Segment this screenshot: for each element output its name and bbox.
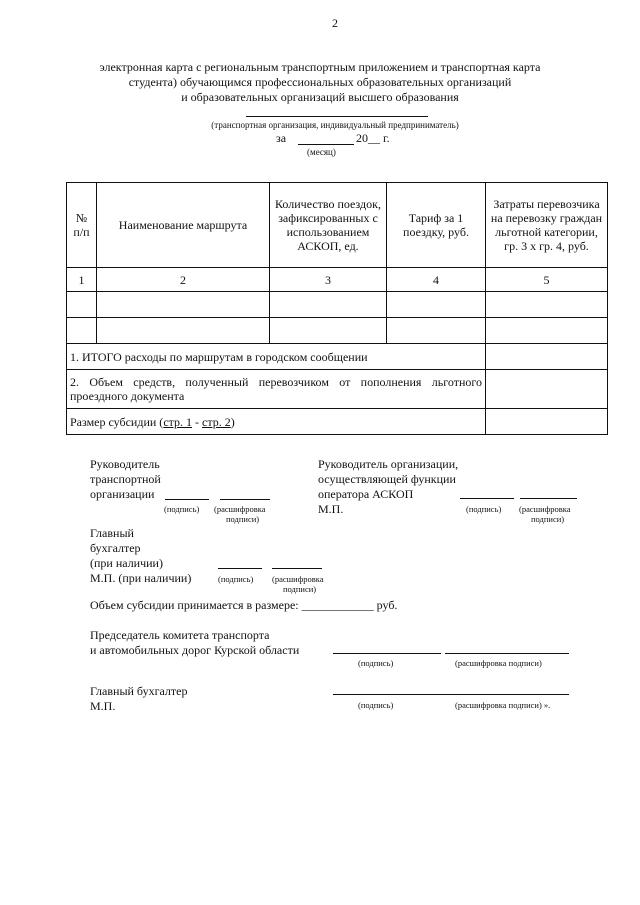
right-sign-line3: оператора АСКОП	[318, 487, 414, 501]
acc-line1: Главный	[90, 526, 134, 540]
subsidy-link-line2[interactable]: стр. 2	[202, 414, 231, 429]
subsidy-prefix: Размер субсидии (	[70, 414, 164, 429]
left-decode-blank	[220, 499, 270, 500]
chair-line1: Председатель комитета транспорта	[90, 628, 270, 642]
acc-cap-sign: (подпись)	[218, 574, 254, 584]
period-year: 20__ г.	[356, 131, 390, 145]
table-row-funds	[67, 370, 608, 409]
chief-cap-decode: (расшифровка подписи) ».	[455, 700, 551, 710]
month-blank-line	[298, 144, 354, 145]
acc-line4: М.П. (при наличии)	[90, 571, 192, 585]
table-row-subsidy	[67, 409, 608, 435]
right-sign-blank	[460, 498, 514, 499]
subsidy-table	[66, 182, 608, 435]
col-header-route: Наименование маршрута	[97, 183, 270, 268]
table-header-row	[67, 183, 608, 268]
left-sign-line1: Руководитель	[90, 457, 160, 471]
accept-text: Объем субсидии принимается в размере: ____________ руб.	[90, 598, 398, 612]
subsidy-suffix: )	[230, 414, 235, 429]
header-line-2: студента) обучающимся профессиональных образовательных организаций	[128, 75, 512, 89]
org-blank-line	[246, 116, 428, 117]
page-number: 2	[332, 16, 338, 30]
chair-line2: и автомобильных дорог Курской области	[90, 643, 300, 657]
chief-acc: Главный бухгалтер	[90, 684, 188, 698]
subsidy-sep: -	[192, 414, 203, 429]
chair-cap-decode: (расшифровка подписи)	[455, 658, 542, 668]
subsidy-link-line1[interactable]: стр. 1	[163, 414, 193, 429]
left-sign-line3: организации	[90, 487, 155, 501]
chair-decode-blank	[445, 653, 569, 654]
org-caption: (транспортная организация, индивидуальный предприниматель)	[211, 120, 459, 130]
left-sign-blank	[165, 499, 209, 500]
right-cap-decode1: (расшифровка	[519, 504, 571, 514]
right-sign-line1: Руководитель организации,	[318, 457, 459, 471]
left-cap-sign: (подпись)	[164, 504, 200, 514]
table-row-total	[67, 344, 608, 370]
col-number: 1	[67, 268, 97, 292]
chief-mp: М.П.	[90, 699, 116, 713]
acc-cap-decode1: (расшифровка	[272, 574, 324, 584]
col-number: 5	[486, 268, 608, 292]
acc-sign-blank	[218, 568, 262, 569]
row-total-label: 1. ИТОГО расходы по маршрутам в городском сообщении	[67, 344, 486, 370]
right-cap-sign: (подпись)	[466, 504, 502, 514]
table-row	[67, 292, 608, 318]
table-row	[67, 318, 608, 344]
acc-decode-blank	[272, 568, 322, 569]
table-numbers-row	[67, 268, 608, 292]
header-line-3: и образовательных организаций высшего образования	[181, 90, 459, 104]
right-cap-decode2: подписи)	[531, 514, 565, 524]
acc-line3: (при наличии)	[90, 556, 163, 570]
left-sign-line2: транспортной	[90, 472, 161, 486]
col-header-costs: Затраты перевозчика на перевозку граждан льготной категории, гр. 3 х гр. 4, руб.	[486, 183, 608, 268]
chief-sign-blank	[333, 694, 569, 695]
chief-cap-sign: (подпись)	[358, 700, 394, 710]
col-header-num: № п/п	[67, 183, 97, 268]
header-line-1: электронная карта с региональным транспортным приложением и транспортная карта	[99, 60, 541, 74]
col-number: 3	[270, 268, 387, 292]
acc-cap-decode2: подписи)	[283, 584, 317, 594]
row-subsidy-label	[67, 409, 486, 435]
period-prefix: за	[276, 131, 287, 145]
col-number: 2	[97, 268, 270, 292]
acc-line2: бухгалтер	[90, 541, 141, 555]
right-mp: М.П.	[318, 502, 344, 516]
right-decode-blank	[520, 498, 577, 499]
chair-sign-blank	[333, 653, 441, 654]
month-caption: (месяц)	[307, 147, 336, 157]
right-sign-line2: осуществляющей функции	[318, 472, 456, 486]
col-number: 4	[387, 268, 486, 292]
left-cap-decode2: подписи)	[226, 514, 260, 524]
chair-cap-sign: (подпись)	[358, 658, 394, 668]
left-cap-decode1: (расшифровка	[214, 504, 266, 514]
col-header-trips: Количество поездок, зафиксированных с использованием АСКОП, ед.	[270, 183, 387, 268]
col-header-tariff: Тариф за 1 поездку, руб.	[387, 183, 486, 268]
row-funds-label: 2. Объем средств, полученный перевозчиком от пополнения льготного проездного документа	[67, 370, 486, 409]
